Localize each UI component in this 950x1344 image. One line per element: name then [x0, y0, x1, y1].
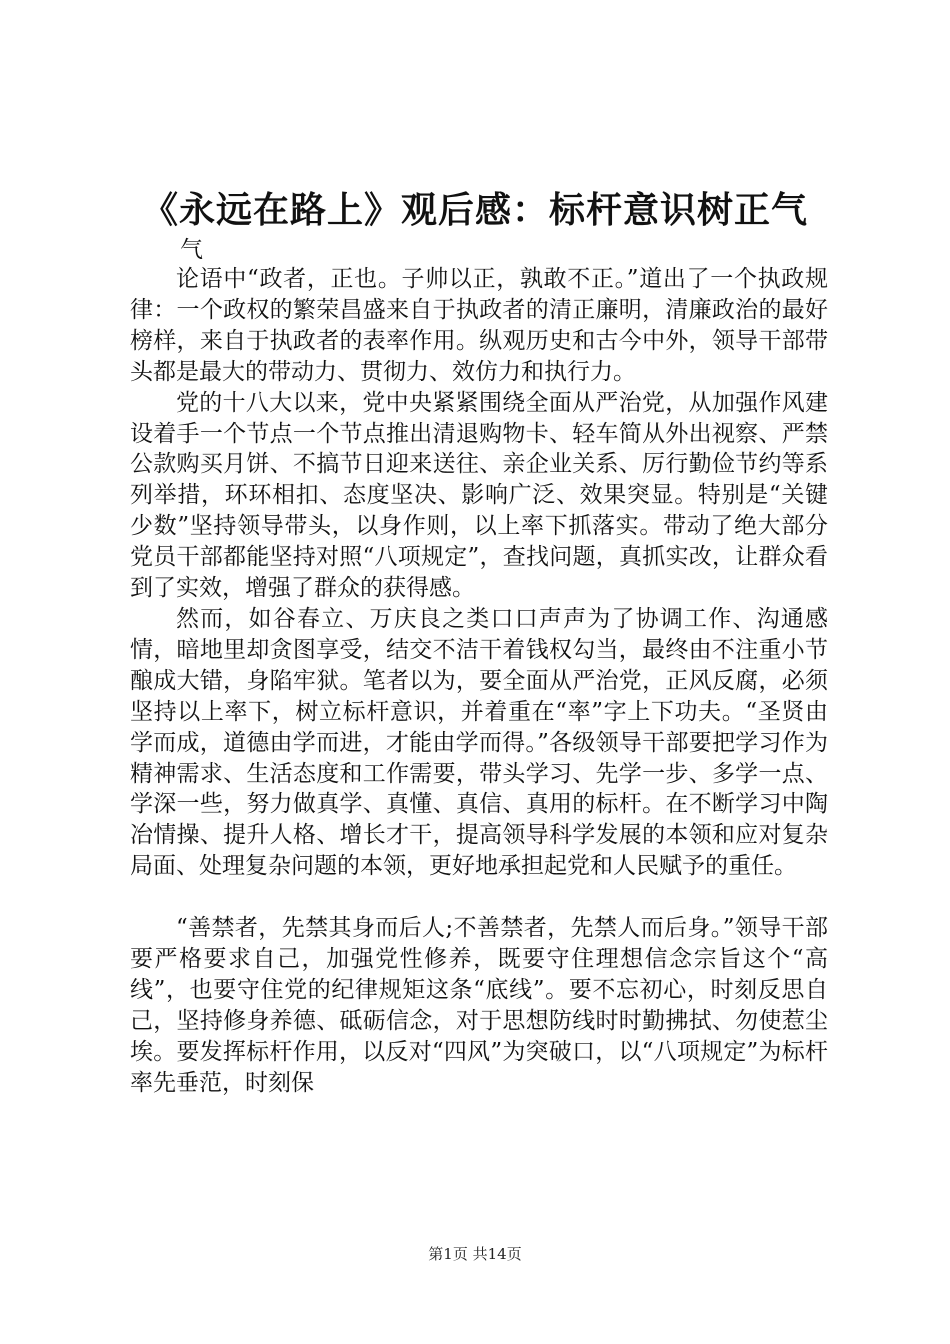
document-body	[130, 264, 828, 1099]
page-title: 《永远在路上》观后感：标杆意识树正气	[141, 189, 808, 231]
paragraph-2: 党的十八大以来，党中央紧紧围绕全面从严治党，从加强作风建设着手一个节点一个节点推出清退购物卡、轻车简从外出视察、严禁公款购买月饼、不搞节日迎来送往、亲企业关系、厉行勤俭节约等系列举措，环环相扣、态度坚决、影响广泛、效果突显。特别是“关键少数”坚持领导带头，以身作则，以上率下抓落实。带动了绝大部分党员干部都能坚持对照“八项规定”，查找问题，真抓实改，让群众看到了实效，增强了群众的获得感。	[130, 389, 828, 602]
subtitle-fragment: 气	[180, 237, 203, 263]
paragraph-3: 然而，如谷春立、万庆良之类口口声声为了协调工作、沟通感情，暗地里却贪图享受，结交不洁干着钱权勾当，最终由不注重小节酿成大错，身陷牢狱。笔者以为，要全面从严治党，正风反腐，必须坚持以上率下，树立标杆意识，并着重在“率”字上下功夫。“圣贤由学而成，道德由学而进，才能由学而得。”各级领导干部要把学习作为精神需求、生活态度和工作需要，带头学习、先学一步、多学一点、学深一些，努力做真学、真懂、真信、真用的标杆。在不断学习中陶冶情操、提升人格、增长才干，提高领导科学发展的本领和应对复杂局面、处理复杂问题的本领，更好地承担起党和人民赋予的重任。	[130, 605, 828, 880]
paragraph-1: 论语中“政者，正也。子帅以正，孰敢不正。”道出了一个执政规律：一个政权的繁荣昌盛来自于执政者的清正廉明，清廉政治的最好榜样，来自于执政者的表率作用。纵观历史和古今中外，领导干部带头都是最大的带动力、贯彻力、效仿力和执行力。	[130, 266, 828, 385]
page-footer	[0, 1244, 950, 1264]
paragraph-4: “善禁者，先禁其身而后人;不善禁者，先禁人而后身。”领导干部要严格要求自己，加强党性修养，既要守住理想信念宗旨这个“高线”，也要守住党的纪律规矩这条“底线”。要不忘初心，时刻反思自己，坚持修身养德、砥砺信念，对于思想防线时时勤拂拭、勿使惹尘埃。要发挥标杆作用，以反对“四风”为突破口，以“八项规定”为标杆率先垂范，时刻保	[130, 915, 828, 1096]
page-indicator: 第1页 共14页	[428, 1245, 522, 1263]
